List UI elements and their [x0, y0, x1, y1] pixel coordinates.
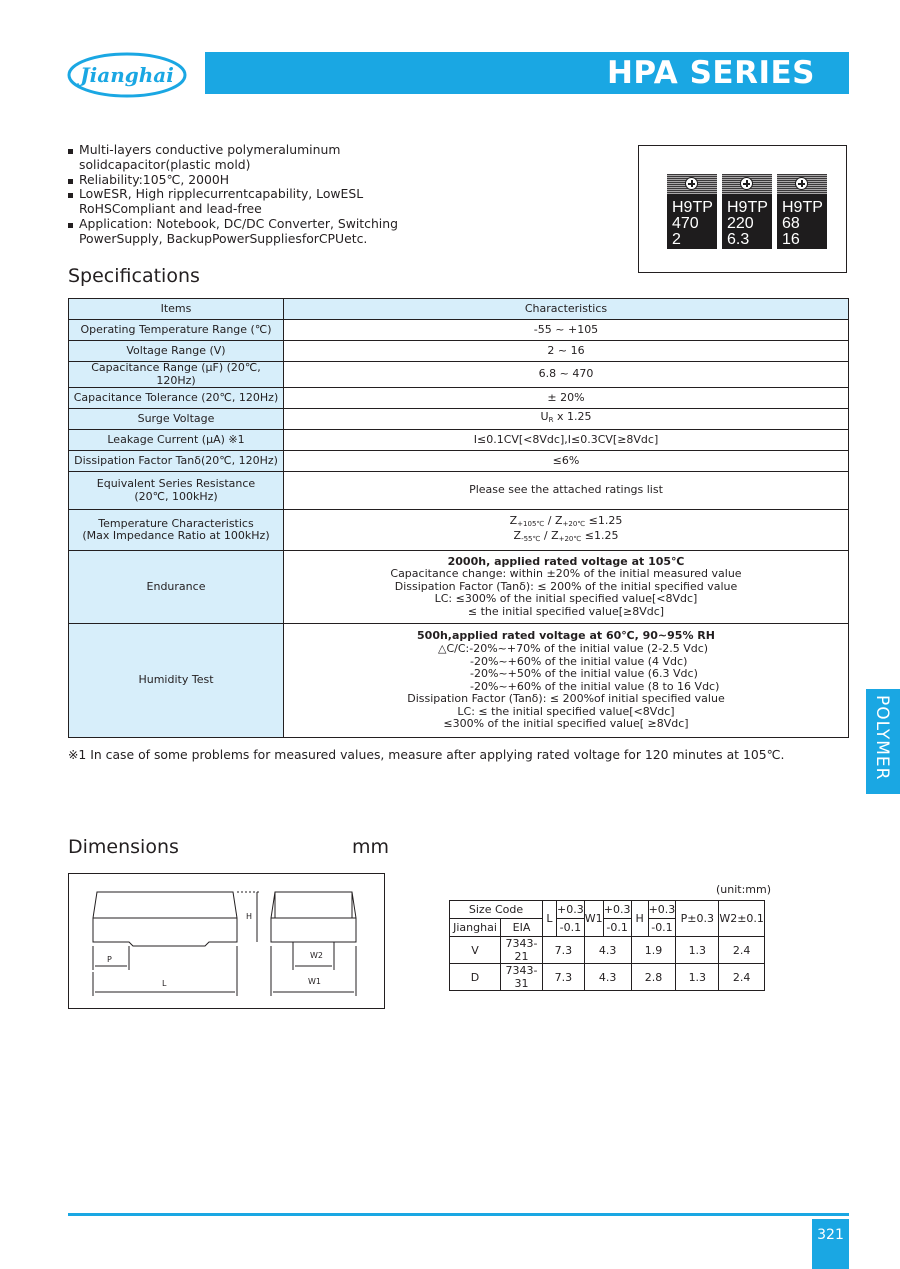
feature-list: [68, 143, 408, 247]
spec-value: ≤6%: [284, 451, 849, 472]
specifications-heading: Specifications: [68, 265, 200, 287]
dimensions-table: [449, 900, 765, 991]
page-number: 321: [817, 1227, 844, 1243]
series-title-bar: [205, 52, 849, 94]
table-row: V 7343-21 7.3 4.3 1.9 1.3 2.4: [450, 937, 765, 964]
side-tab-label: POLYMER: [872, 695, 892, 781]
series-title: HPA SERIES: [606, 55, 815, 91]
table-row: [69, 388, 849, 409]
spec-item: Capacitance Range (μF) (20℃, 120Hz): [69, 362, 284, 388]
spec-value: $Z_{+105℃} / Z_{+20℃} \le 1.25$ $Z_{-55℃} / Z_{+20℃} \le 1.25$: [284, 510, 849, 551]
table-row: [69, 409, 849, 430]
spec-item: Operating Temperature Range (℃): [69, 320, 284, 341]
polarity-plus-icon: [795, 177, 808, 190]
dimension-drawing: [68, 873, 385, 1009]
feature-item: Multi-layers conductive polymeraluminum solidcapacitor(plastic mold): [68, 143, 408, 173]
footer-rule: [68, 1213, 849, 1216]
table-row: [69, 362, 849, 388]
table-row: [69, 430, 849, 451]
spec-value: 6.8 ~ 470: [284, 362, 849, 388]
table-row: [69, 451, 849, 472]
capacitor-470: H9TP 470 2: [667, 174, 717, 249]
spec-item: Temperature Characteristics (Max Impedance Ratio at 100kHz): [69, 510, 284, 551]
spec-item: Dissipation Factor Tanδ(20℃, 120Hz): [69, 451, 284, 472]
spec-value: $U_R$ x 1.25: [284, 409, 849, 430]
table-header-row: [69, 299, 849, 320]
label-l: L: [162, 979, 167, 988]
table-header-row: Size Code L +0.3 W1 +0.3 H +0.3 P±0.3 W2±0.1: [450, 901, 765, 919]
table-row: [69, 320, 849, 341]
feature-item: Application: Notebook, DC/DC Converter, Switching PowerSupply, BackupPowerSuppliesforCPUetc.: [68, 217, 408, 247]
polymer-side-tab: [866, 689, 900, 794]
polarity-plus-icon: [685, 177, 698, 190]
table-row: [69, 624, 849, 738]
label-w2: W2: [310, 951, 323, 960]
label-h: H: [246, 912, 253, 921]
spec-item: Capacitance Tolerance (20℃, 120Hz): [69, 388, 284, 409]
table-row: D 7343-31 7.3 4.3 2.8 1.3 2.4: [450, 964, 765, 991]
spec-value: -55 ~ +105: [284, 320, 849, 341]
spec-item: Endurance: [69, 551, 284, 624]
unit-note: (unit:mm): [716, 883, 772, 896]
label-p: P: [107, 955, 112, 964]
label-w1: W1: [308, 977, 321, 986]
feature-item: LowESR, High ripplecurrentcapability, LowESL RoHSCompliant and lead-free: [68, 187, 408, 217]
capacitor-220: H9TP 220 6.3: [722, 174, 772, 249]
product-photo: [638, 145, 847, 273]
specifications-table: [68, 298, 849, 738]
page-number-tab: [812, 1219, 849, 1269]
polarity-plus-icon: [740, 177, 753, 190]
feature-item: Reliability:105℃, 2000H: [68, 173, 408, 188]
table-row: [69, 472, 849, 510]
dimensions-heading: Dimensions: [68, 836, 179, 858]
spec-value: Please see the attached ratings list: [284, 472, 849, 510]
spec-item: Voltage Range (V): [69, 341, 284, 362]
spec-value: I≤0.1CV[<8Vdc],I≤0.3CV[≥8Vdc]: [284, 430, 849, 451]
spec-value: 2 ~ 16: [284, 341, 849, 362]
spec-item: Equivalent Series Resistance (20℃, 100kHz): [69, 472, 284, 510]
spec-item: Leakage Current (μA) ※1: [69, 430, 284, 451]
spec-value: 500h,applied rated voltage at 60℃, 90~95% RH △C/C:-20%~+70% of the initial value (2-2.5 Vdc) -20%~+60% of the initial value (4 Vdc) -20%~+50% of the initial value (6.3 Vdc) -20%~+60% of the initial value (8 to 16 Vdc) Dissipation Factor (Tanδ): ≤ 200%of initial specified value LC: ≤ the initial specified value[<8Vdc] ≤300% of the initial specified value[ ≥8Vdc]: [284, 624, 849, 738]
table-header-row: Jianghai EIA -0.1 -0.1 -0.1: [450, 919, 765, 937]
characteristics-header: Characteristics: [284, 299, 849, 320]
table-row: [69, 551, 849, 624]
footnote: ※1 In case of some problems for measured values, measure after applying rated voltage for 120 minutes at 105℃.: [68, 747, 785, 762]
spec-item: Humidity Test: [69, 624, 284, 738]
spec-item: Surge Voltage: [69, 409, 284, 430]
dimensions-unit: mm: [352, 836, 390, 858]
capacitor-68: H9TP 68 16: [777, 174, 827, 249]
spec-value: 2000h, applied rated voltage at 105℃ Capacitance change: within ±20% of the initial measured value Dissipation Factor (Tanδ): ≤ 200% of the initial specified value LC: ≤300% of the initial specified value[<8Vdc] ≤ the initial specified value[≥8Vdc]: [284, 551, 849, 624]
jianghai-logo: [66, 50, 188, 100]
table-row: [69, 341, 849, 362]
items-header: Items: [69, 299, 284, 320]
logo-wordmark: Jianghai: [80, 63, 174, 87]
table-row: [69, 510, 849, 551]
spec-value: ± 20%: [284, 388, 849, 409]
